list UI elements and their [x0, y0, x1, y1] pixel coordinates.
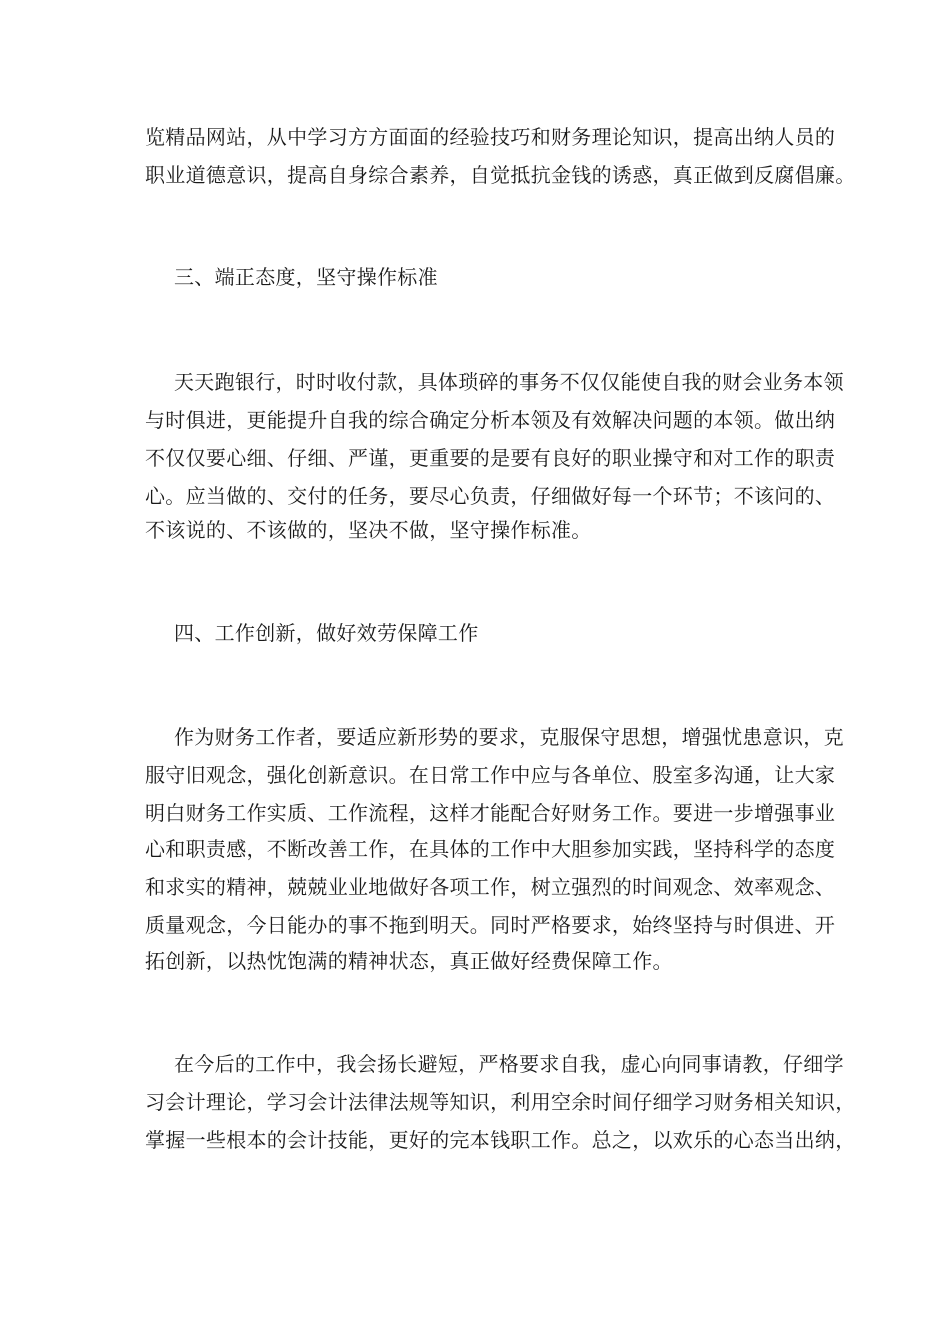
paragraph-3-line-1: 作为财务工作者，要适应新形势的要求，克服保守思想，增强忧患意识，克	[174, 725, 844, 749]
paragraph-2-line-5: 不该说的、不该做的，坚决不做，坚守操作标准。	[145, 518, 592, 542]
paragraph-1-line-1: 览精品网站，从中学习方方面面的经验技巧和财务理论知识，提高出纳人员的	[145, 125, 836, 149]
paragraph-3-line-6: 质量观念，今日能办的事不拖到明天。同时严格要求，始终坚持与时俱进、开	[145, 913, 836, 937]
section-heading-4: 四、工作创新，做好效劳保障工作	[174, 621, 479, 645]
paragraph-2-line-1: 天天跑银行，时时收付款，具体琐碎的事务不仅仅能使自我的财会业务本领	[174, 370, 844, 394]
paragraph-2-line-2: 与时俱进，更能提升自我的综合确定分析本领及有效解决问题的本领。做出纳	[145, 408, 836, 432]
paragraph-2-line-3: 不仅仅要心细、仔细、严谨，更重要的是要有良好的职业操守和对工作的职责	[145, 446, 836, 470]
paragraph-1-line-2: 职业道德意识，提高自身综合素养，自觉抵抗金钱的诱惑，真正做到反腐倡廉。	[145, 163, 856, 187]
paragraph-3-line-2: 服守旧观念，强化创新意识。在日常工作中应与各单位、股室多沟通，让大家	[145, 763, 836, 787]
paragraph-3-line-4: 心和职责感，不断改善工作，在具体的工作中大胆参加实践，坚持科学的态度	[145, 837, 836, 861]
section-heading-3: 三、端正态度，坚守操作标准	[174, 265, 438, 289]
paragraph-3-line-5: 和求实的精神，兢兢业业地做好各项工作，树立强烈的时间观念、效率观念、	[145, 875, 836, 899]
paragraph-4-line-2: 习会计理论，学习会计法律法规等知识，利用空余时间仔细学习财务相关知识，	[145, 1090, 856, 1114]
paragraph-3-line-3: 明白财务工作实质、工作流程，这样才能配合好财务工作。要进一步增强事业	[145, 801, 836, 825]
paragraph-4-line-1: 在今后的工作中，我会扬长避短，严格要求自我，虚心向同事请教，仔细学	[174, 1052, 844, 1076]
paragraph-2-line-4: 心。应当做的、交付的任务，要尽心负责，仔细做好每一个环节；不该问的、	[145, 484, 836, 508]
paragraph-4-line-3: 掌握一些根本的会计技能，更好的完本钱职工作。总之，以欢乐的心态当出纳，	[145, 1128, 856, 1152]
paragraph-3-line-7: 拓创新，以热忱饱满的精神状态，真正做好经费保障工作。	[145, 949, 673, 973]
